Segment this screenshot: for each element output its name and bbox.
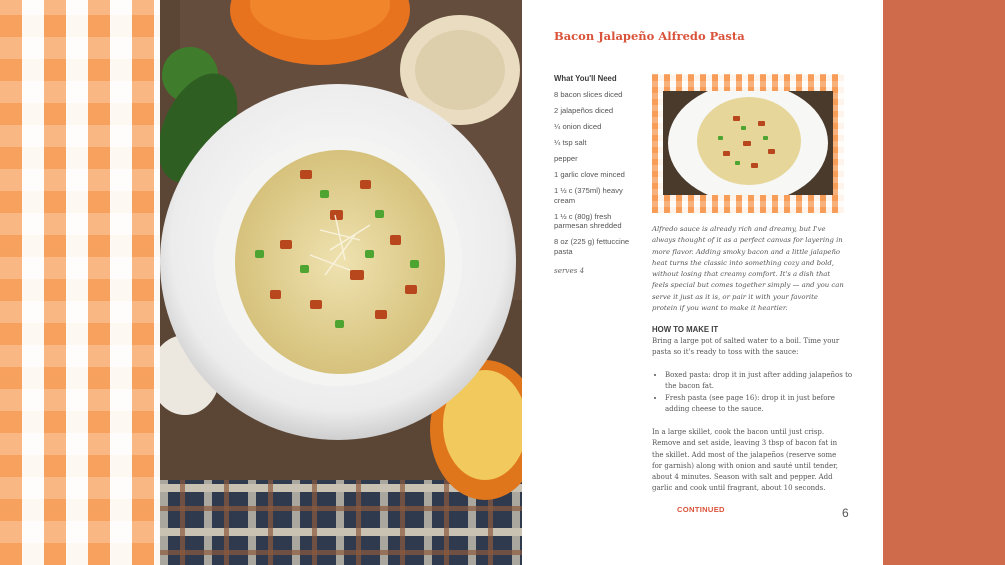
gingham-border	[0, 0, 160, 565]
ingredient-item: ¼ onion diced	[554, 122, 602, 131]
pasta-photo-art	[160, 0, 522, 565]
ingredient-item: 2 jalapeños diced	[554, 106, 614, 115]
pasta-thumbnail-photo	[663, 91, 833, 195]
serves-note: serves 4	[554, 266, 585, 275]
side-band	[883, 0, 1005, 565]
page-number: 6	[842, 506, 849, 520]
recipe-intro: Alfredo sauce is already rich and dreamy, but I've always thought of it as a perfect canvas for layering in more flavor. Adding smoky bacon and a little jalapeño heat turns the classic into something cozy and bold, without losing that creamy comfort. It's a dish that feels special but comes together simply — and you can serve it just as it is, or pair it with your favorite protein if you want to make it heartier.	[652, 225, 844, 313]
pasta-photo	[160, 0, 522, 565]
ingredient-item: 8 bacon slices diced	[554, 90, 623, 99]
recipe-page	[522, 0, 883, 565]
ingredients-heading: What You'll Need	[554, 74, 617, 83]
how-to-heading: HOW TO MAKE IT	[652, 325, 719, 334]
pasta-thumbnail-art	[663, 91, 833, 195]
ingredient-item: 1 ½ c (80g) fresh parmesan shredded	[554, 211, 622, 230]
instruction-step: Bring a large pot of salted water to a boil. Time your pasta so it's ready to toss with the sauce:	[652, 337, 840, 357]
continued-label: CONTINUED	[677, 505, 725, 514]
ingredient-item: pepper	[554, 154, 578, 163]
ingredients-section	[554, 74, 639, 275]
instruction-step: In a large skillet, cook the bacon until just crisp. Remove and set aside, leaving 3 tbsp of bacon fat in the skillet. Add most of the jalapeños (reserve some for garnish) along with onion and sauté until tender, about 4 minutes. Season with salt and pepper. Add garlic and cook until fragrant, about 10 seconds.	[652, 428, 838, 493]
recipe-title: Bacon Jalapeño Alfredo Pasta	[554, 29, 745, 43]
ingredient-item: 1 garlic clove minced	[554, 170, 625, 179]
instruction-bullet: • Boxed pasta: drop it in just after adding jalapeños to the bacon fat.	[665, 370, 857, 393]
pasta-thumbnail	[652, 74, 844, 213]
instruction-bullets	[652, 370, 857, 415]
ingredient-item: ¼ tsp salt	[554, 138, 587, 147]
ingredient-item: 8 oz (225 g) fettuccine pasta	[554, 237, 630, 256]
instruction-bullet: • Fresh pasta (see page 16): drop it in just before adding cheese to the sauce.	[665, 393, 857, 416]
ingredient-item: 1 ½ c (375ml) heavy cream	[554, 186, 623, 205]
ingredients-list	[554, 90, 639, 256]
